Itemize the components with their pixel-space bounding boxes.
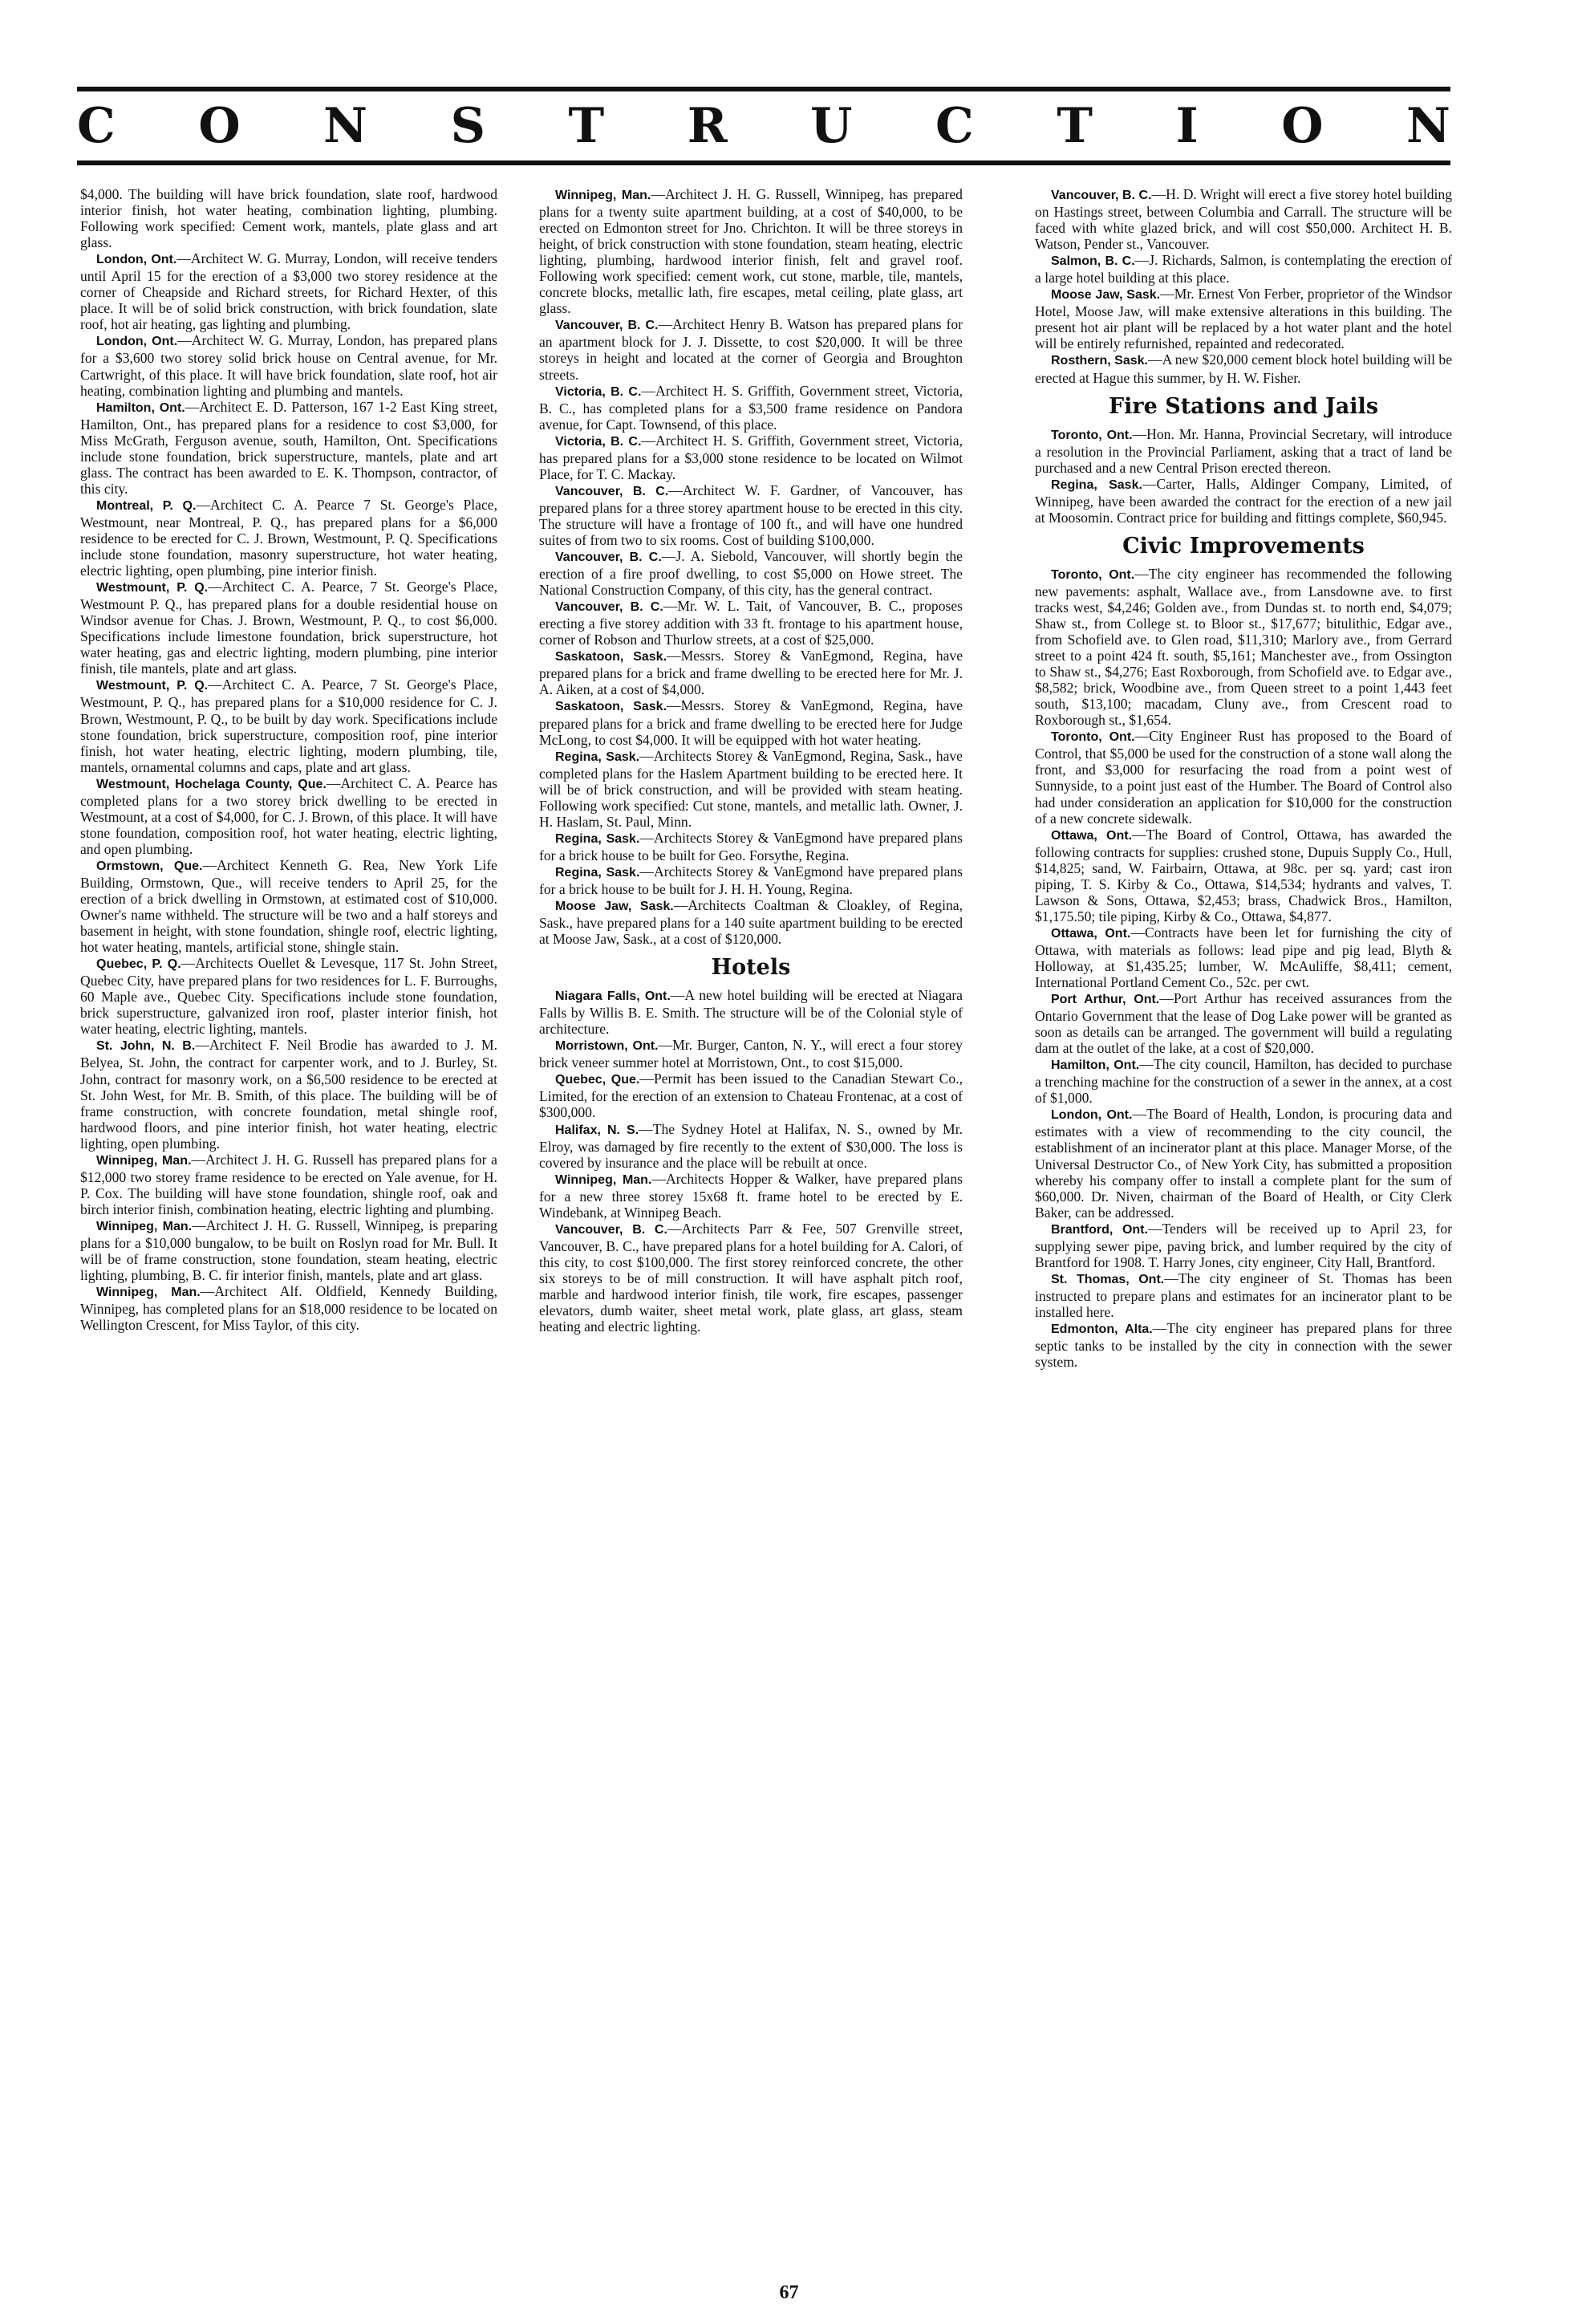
section-heading: Hotels [711, 955, 791, 981]
item-text: —Architect J. H. G. Russell, Winnipeg, has prepared plans for a twenty suite apartment building, at a cost of $40,000, to be erected on Edmonton street for Jno. Chrichton. It will be three storeys in height, of brick construction with stone foundation, steam heating, electric lighting, plumbing, hardwood interior finish, felt and gravel roof. Following work specified: cement work, cut stone, marble, tile, mantels, concrete blocks, metallic lath, fire escapes, metal ceiling, plate glass, art glass. [539, 186, 963, 317]
item-dateline: Victoria, B. C. [555, 434, 642, 449]
item-text: —Messrs. Storey & VanEgmond, Regina, have prepared plans for a brick and frame dwelling to be erected here for Mr. J. A. Aiken, at a cost of $4,000. [539, 648, 963, 698]
item-text: —The city engineer has prepared plans for three septic tanks to be installed by the city in connection with the sewer system. [1035, 1320, 1453, 1371]
item-dateline: Vancouver, B. C. [555, 484, 669, 498]
item-text: —Architects Ouellet & Levesque, 117 St. John Street, Quebec City, have prepared plans for two residences for L. F. Burroughs, 60 Maple ave., Quebec City. Specifications include stone foundation, brick superstructure, galvanized iron roof, plaster interior finish, hot water heating, electric lighting, mantels. [80, 955, 497, 1038]
news-item [80, 775, 497, 857]
item-text: —Architect E. D. Patterson, 167 1-2 East King street, Hamilton, Ont., has prepared plans for a residence to cost $3,000, for Miss McGrath, Ferguson avenue, south, Hamilton, Ont. Specifications include stone foundation, brick superstructure, mantels, plate and art glass. The contract has been awarded to E. K. Thompson, contractor, of this city. [80, 398, 497, 497]
item-dateline: Vancouver, B. C. [555, 600, 663, 615]
news-item [80, 1152, 497, 1217]
item-text: —Architect H. S. Griffith, Government street, Victoria, has prepared plans for a $3,000 stone residence to be located on Wilmot Place, for T. C. Mackay. [539, 432, 963, 482]
news-item [1035, 1270, 1452, 1320]
masthead-letter: S [450, 98, 485, 154]
masthead-letter: O [198, 98, 241, 154]
news-item [1035, 286, 1452, 351]
news-item [539, 748, 963, 830]
news-item [80, 497, 497, 579]
item-dateline: Saskatoon, Sask. [555, 650, 667, 664]
news-item [80, 1217, 497, 1283]
item-dateline: Regina, Sask. [555, 831, 640, 846]
item-text: —Architects Storey & VanEgmond have prepared plans for a brick house to be built for J. H. H. Young, Regina. [539, 863, 963, 897]
section-heading: Civic Improvements [1122, 533, 1365, 559]
news-item [1035, 990, 1452, 1056]
item-dateline: Westmount, P. Q. [96, 581, 209, 595]
news-item [80, 1283, 497, 1333]
item-dateline: Winnipeg, Man. [96, 1153, 192, 1168]
item-dateline: Toronto, Ont. [1051, 428, 1133, 442]
news-item [80, 676, 497, 774]
item-text: —Port Arthur has received assurances from the Ontario Government that the lease of Dog Lake power will be granted as soon as details can be arranged. The government will build a regulating dam at the outlet of the lake, at a cost of $20,000. [1035, 990, 1452, 1057]
news-item [80, 955, 497, 1037]
item-dateline: Winnipeg, Man. [96, 1219, 193, 1233]
news-item [539, 897, 963, 947]
item-text: —Architects Hopper & Walker, have prepared plans for a new three storey 15x68 ft. frame hotel to be erected by E. Windebank, at Winnipeg Beach. [539, 1170, 963, 1221]
news-item [1035, 426, 1452, 476]
item-text: —A new $20,000 cement block hotel building will be erected at Hague this summer, by H. W. Fisher. [1035, 351, 1452, 386]
item-dateline: Westmount, Hochelaga County, Que. [96, 777, 327, 791]
news-item [539, 863, 963, 897]
item-text: —The Board of Control, Ottawa, has awarded the following contracts for supplies: crushed stone, Dupuis Supply Co., Hull, $14,825; sand, W. Fairbairn, Ottawa, at 98c. per sq. yard; cast iron piping, T. S. Kirby & Co., Ottawa, $14,534; hydrants and valves, T. Lawson & Sons, Ottawa, $2,453; brass, Chadwick Bros., Hamilton, $1,175.50; tile piping, Kirby & Co., Ottawa, $4,877. [1035, 826, 1452, 924]
news-item [539, 1121, 963, 1171]
news-item [539, 1037, 963, 1071]
item-text: —Permit has been issued to the Canadian Stewart Co., Limited, for the erection of an extension to Chateau Frontenac, at a cost of $300,000. [539, 1071, 963, 1121]
item-text: —The Sydney Hotel at Halifax, N. S., owned by Mr. Elroy, was damaged by fire recently to the extent of $30,000. The loss is covered by insurance and the place will be rebuilt at once. [539, 1120, 963, 1171]
news-item [1035, 1056, 1452, 1106]
item-dateline: Montreal, P. Q. [96, 498, 197, 513]
item-dateline: Ottawa, Ont. [1051, 926, 1131, 941]
masthead-letter: C [77, 98, 116, 154]
page-number: 67 [779, 2282, 799, 2303]
news-item [1035, 924, 1452, 990]
news-item [1035, 566, 1452, 728]
news-item [1035, 252, 1452, 286]
item-text: —Mr. W. L. Tait, of Vancouver, B. C., proposes erecting a five storey addition with 33 ft. frontage to his apartment house, corner of Robson and Thurlow streets, at a cost of $25,000. [539, 598, 963, 648]
item-text: —Architects Coaltman & Cloakley, of Regina, Sask., have prepared plans for a 140 suite apartment building to be erected at Moose Jaw, Sask., at a cost of $120,000. [539, 897, 963, 948]
item-dateline: Moose Jaw, Sask. [555, 900, 674, 914]
item-dateline: Moose Jaw, Sask. [1051, 288, 1161, 303]
item-dateline: Hamilton, Ont. [1051, 1058, 1140, 1073]
item-text: —Messrs. Storey & VanEgmond, Regina, have prepared plans for a brick and frame dwelling to be erected here for Judge McLong, to cost $4,000. It will be equipped with hot water heating. [539, 697, 963, 748]
item-dateline: London, Ont. [96, 335, 178, 349]
item-text: —Architect C. A. Pearce, 7 St. George's Place, Westmount, P. Q., has prepared plans for a $10,000 residence for C. J. Brown, Westmount, P. Q., to be built by day work. Specifications include stone foundation, brick superstructure, composition roof, pine interior finish, hot water heating, electric lighting, modern plumbing, tile, mantels, ornamental columns and caps, plate and art glass. [80, 676, 497, 775]
news-item [80, 857, 497, 955]
news-item [539, 697, 963, 747]
item-text: —Contracts have been let for furnishing the city of Ottawa, with materials as follows: lead pipe and pig lead, Blyth & Holloway, at $1,435.25; lumber, W. McAuliffe, $8,411; cement, International Portland Cement Co., 52c. per cwt. [1035, 924, 1452, 991]
item-dateline: Salmon, B. C. [1051, 254, 1135, 269]
news-item [539, 1071, 963, 1120]
item-text: —Mr. Ernest Von Ferber, proprietor of the Windsor Hotel, Moose Jaw, will make extensive alterations in this building. The present hot air plant will be replaced by a hot water plant and the hotel will be entirely refurnished, repainted and redecorated. [1035, 286, 1452, 352]
item-text: —City Engineer Rust has proposed to the Board of Control, that $5,000 be used for the construction of a stone wall along the front, and $3,000 for resurfacing the road from a point west of Sunnyside, to a point just east of the Humber. The Board of Control also had under consideration an application for $10,000 for the construction of a new concrete sidewalk. [1035, 728, 1452, 827]
item-dateline: London, Ont. [96, 253, 177, 267]
item-text: —Architect W. G. Murray, London, has prepared plans for a $3,600 two storey solid brick house on Central avenue, for Mr. Cartwright, of this place. It will have brick foundation, slate roof, hot air heating, combination lighting and plumbing and mantels. [80, 332, 497, 399]
item-text: —Architect W. F. Gardner, of Vancouver, has prepared plans for a three storey apartment house to be erected in this city. The structure will have a frontage of 100 ft., and will have one hundred suites of from two to six rooms. Cost of building $100,000. [539, 481, 963, 548]
item-dateline: Vancouver, B. C. [555, 551, 662, 565]
masthead-letter: N [323, 98, 367, 154]
item-dateline: Toronto, Ont. [1051, 730, 1135, 745]
item-text: —Architects Storey & VanEgmond, Regina, Sask., have completed plans for the Haslem Apartment building to be erected here. It will be of brick construction, and will be provided with steam heating. Following work specified: Cut stone, mantels, and metallic lath. Owner, J. H. Haslam, St. Paul, Minn. [539, 747, 963, 830]
news-item [539, 1221, 963, 1335]
item-dateline: Regina, Sask. [1051, 477, 1142, 492]
item-text: —Mr. Burger, Canton, N. Y., will erect a four storey brick veneer summer hotel at Morristown, Ont., to cost $15,000. [539, 1037, 963, 1071]
news-item [539, 830, 963, 863]
item-text: $4,000. The building will have brick foundation, slate roof, hardwood interior finish, hot water heating, combination lighting, plumbing. Following work specified: Cement work, mantels, plate glass and art glass. [80, 186, 497, 251]
section-heading: Fire Stations and Jails [1108, 393, 1379, 419]
column-3 [1035, 186, 1452, 1370]
item-text: —Architect C. A. Pearce, 7 St. George's Place, Westmount P. Q., has prepared plans for a double residential house on Windsor avenue for Chas. J. Brown, Westmount, P. Q., to cost $6,000. Specifications include limestone foundation, brick superstructure, hot water heating, gas and electric lighting, modern plumbing, pine interior finish, tile mantels, plate and art glass. [80, 579, 497, 677]
item-text: —Architect Alf. Oldfield, Kennedy Building, Winnipeg, has completed plans for an $18,000 residence to be located on Wellington Crescent, for Miss Taylor, of this city. [80, 1283, 497, 1334]
item-dateline: Quebec, P. Q. [96, 957, 181, 972]
item-text: —Architect C. A. Pearce has completed plans for a two storey brick dwelling to be erected in Westmount, at a cost of $4,000, for C. J. Brown, of this place. It will have stone foundation, composition roof, hot water heating, electric lighting, and open plumbing. [80, 774, 497, 857]
news-item [1035, 1221, 1452, 1270]
item-dateline: Edmonton, Alta. [1051, 1322, 1153, 1336]
item-dateline: Vancouver, B. C. [555, 319, 659, 333]
item-dateline: Vancouver, B. C. [1051, 189, 1152, 202]
item-dateline: St. Thomas, Ont. [1051, 1272, 1165, 1286]
item-text: —A new hotel building will be erected at Niagara Falls by Willis B. E. Smith. The structure will be of the Colonial style of architecture. [539, 987, 963, 1038]
news-item [1035, 1320, 1452, 1370]
masthead-letter: U [810, 98, 853, 154]
masthead-letter: O [1281, 98, 1324, 154]
item-text: —Architect J. H. G. Russell has prepared plans for a $12,000 two storey frame residence to be erected on Yale avenue, for H. P. Cox. The building will have stone foundation, shingle roof, oak and birch interior finish, combination heating, electric lighting and plumbing. [80, 1151, 497, 1217]
column-2 [539, 186, 963, 1335]
masthead-bottom-rule [77, 160, 1450, 165]
news-item [80, 579, 497, 676]
item-text: —J. Richards, Salmon, is contemplating the erection of a large hotel building at this place. [1035, 252, 1452, 286]
item-text: —Architect C. A. Pearce 7 St. George's Place, Westmount, near Montreal, P. Q., has prepared plans for a $6,000 residence to be erected for C. J. Brown, Westmount, P. Q. Specifications include stone foundation, masonry superstructure, hot water heating, electric lighting, open plumbing, pine interior finish. [80, 496, 498, 579]
item-text: —Architect F. Neil Brodie has awarded to J. M. Belyea, St. John, the contract for carpenter work, and to J. Burley, St. John, contract for masonry work, on a $6,500 residence to be erected at St. John West, for Mr. B. Smith, of this place. The building will be of frame construction, with concrete foundation, metal shingle roof, hardwood floors, and pine interior finish, hot water heating, electric lighting, open plumbing. [80, 1037, 497, 1152]
item-dateline: Niagara Falls, Ont. [555, 989, 671, 1004]
news-item [1035, 827, 1452, 924]
item-text: —Architects Storey & VanEgmond have prepared plans for a brick house to be built for Geo. Forsythe, Regina. [539, 829, 963, 863]
news-item [80, 1037, 497, 1151]
masthead-title [77, 98, 1450, 154]
item-dateline: Winnipeg, Man. [555, 1172, 652, 1187]
news-item [539, 383, 963, 433]
item-text: —The city engineer has recommended the following new pavements: asphalt, Wallace ave., from Lansdowne ave. to first tracks west, $4,246; Golden ave., from Dundas st. to north end, $4,079; Shaw st., from College st. to Bloor st., $17,677; bitulithic, Edgar ave., from Schofield ave. to Glen road, $11,310; Marlory ave., from Gerrard street to a point 424 ft. south, $5,161; Manchester ave., from Ossington to Shaw st., $4,276; East Roxborough, from Schofield ave. to Edgar ave., $8,582; brick, Woodbine ave., from Queen street to a point 1,443 feet south, $13,100; macadam, Cluny ave., from Crescent road to Roxborough st., $1,654. [1035, 565, 1452, 729]
item-text: —The Board of Health, London, is procuring data and estimates with a view of recommending to the city council, the establishment of an incinerator plant at this place. Manager Morse, of the Universal Destructor Co., of New York City, has submitted a proposition whereby his company offer to install a complete plant for the sum of $60,000. Dr. Niven, chairman of the Board of Health, or City Clerk Baker, can be addressed. [1035, 1106, 1452, 1221]
item-dateline: Winnipeg, Man. [96, 1286, 201, 1300]
item-text: —Architects Parr & Fee, 507 Grenville street, Vancouver, B. C., have prepared plans for a hotel building for A. Calori, of this city, to cost $100,000. The first storey reinforced concrete, the other six storeys to be of mill construction. It will have asphalt pitch roof, marble and hardwood interior finish, tile work, fire escapes, passenger elevators, dumb waiter, sheet metal work, plate glass, art glass, steam heating and electric lighting. [539, 1220, 963, 1335]
news-item [80, 186, 497, 250]
item-text: —Carter, Halls, Aldinger Company, Limited, of Winnipeg, have been awarded the contract for the erection of a new jail at Moosomin. Contract price for building and fittings complete, $60,945. [1035, 475, 1453, 526]
item-dateline: Westmount, P. Q. [96, 679, 209, 693]
news-item [1035, 186, 1452, 252]
news-item [80, 250, 497, 332]
item-text: —H. D. Wright will erect a five storey hotel building on Hastings street, between Columbia and Carrall. The structure will be faced with white glazed brick, and will cost $50,000. Architect H. B. Watson, Pender st., Vancouver. [1035, 186, 1452, 253]
item-text: —J. A. Siebold, Vancouver, will shortly begin the erection of a fire proof dwelling, to cost $5,000 on Howe street. The National Construction Company, of this city, has the general contract. [539, 548, 963, 599]
item-dateline: Morristown, Ont. [555, 1039, 659, 1054]
item-text: —The city council, Hamilton, has decided to purchase a trenching machine for the construction of a sewer in the annex, at a cost of $1,000. [1035, 1056, 1453, 1107]
news-item [80, 399, 497, 497]
news-item [539, 1171, 963, 1221]
item-text: —Architect J. H. G. Russell, Winnipeg, is preparing plans for a $10,000 bungalow, to be built on Roslyn road for Mr. Bull. It will be of frame construction, stone foundation, steam heating, electric lighting, plumbing, B. C. fir interior finish, mantels, plate and art glass. [80, 1217, 497, 1284]
item-dateline: Regina, Sask. [555, 750, 640, 764]
masthead-letter: I [1175, 98, 1199, 154]
news-item [539, 186, 963, 316]
item-dateline: Regina, Sask. [555, 865, 640, 880]
item-dateline: London, Ont. [1051, 1108, 1133, 1123]
item-text: —Architect Henry B. Watson has prepared plans for an apartment block for J. J. Dissette, to cost $20,000. It will be three storeys in height and located at the corner of Georgia and Broughton streets. [539, 316, 963, 383]
item-text: —The city engineer of St. Thomas has been instructed to prepare plans and estimates for an incinerator plant to be installed here. [1035, 1270, 1452, 1320]
item-text: —Architect W. G. Murray, London, will receive tenders until April 15 for the erection of a $3,000 two storey residence at the corner of Cheapside and Richard streets, for Richard Hexter, of this place. It will be of solid brick construction, with brick foundation, slate roof, hot air heating, gas lighting and plumbing. [80, 250, 497, 333]
news-item [539, 482, 963, 548]
news-item [539, 433, 963, 482]
news-item [539, 987, 963, 1037]
item-dateline: Quebec, Que. [555, 1073, 640, 1087]
masthead-top-rule [77, 87, 1450, 91]
item-dateline: Rosthern, Sask. [1051, 354, 1148, 368]
news-item [1035, 1106, 1452, 1220]
item-dateline: Saskatoon, Sask. [555, 700, 667, 714]
item-dateline: Halifax, N. S. [555, 1123, 639, 1137]
item-dateline: Hamilton, Ont. [96, 400, 185, 415]
masthead-letter: R [687, 98, 728, 154]
item-dateline: Brantford, Ont. [1051, 1222, 1148, 1237]
news-item [539, 598, 963, 648]
item-text: —Architect H. S. Griffith, Government street, Victoria, B. C., has completed plans for a $3,500 frame residence on Pandora avenue, for Capt. Townsend, of this place. [539, 382, 963, 433]
item-dateline: Toronto, Ont. [1051, 567, 1135, 582]
item-dateline: Vancouver, B. C. [555, 1222, 667, 1237]
item-dateline: Winnipeg, Man. [555, 189, 651, 202]
masthead-letter: N [1406, 98, 1450, 154]
column-1 [80, 186, 497, 1333]
news-item [1035, 728, 1452, 826]
news-item [539, 648, 963, 697]
item-dateline: Port Arthur, Ont. [1051, 993, 1160, 1007]
item-dateline: Ottawa, Ont. [1051, 828, 1133, 843]
masthead-letter: T [568, 98, 605, 154]
item-text: —Hon. Mr. Hanna, Provincial Secretary, will introduce a resolution in the Provincial Parliament, asking that a tract of land be purchased and a new Central Prison erected thereon. [1035, 425, 1453, 476]
news-item [1035, 351, 1452, 385]
item-dateline: Victoria, B. C. [555, 384, 642, 399]
news-item [539, 316, 963, 382]
item-text: —Architect Kenneth G. Rea, New York Life Building, Ormstown, Que., will receive tenders to April 25, for the erection of a brick dwelling in Ormstown, at estimated cost of $10,000. Owner's name withheld. The structure will be two and a half storeys and basement in height, with stone foundation, shingle roof, electric lighting, hot water heating, mantels, artificial stone, shingle stain. [80, 856, 497, 956]
masthead-letter: C [935, 98, 974, 154]
item-dateline: Ormstown, Que. [96, 859, 203, 873]
item-dateline: St. John, N. B. [96, 1039, 196, 1054]
news-item [539, 548, 963, 598]
news-item [1035, 476, 1452, 526]
item-text: —Tenders will be received up to April 23, for supplying sewer pipe, paving brick, and lumber required by the city of Brantford for 1908. T. Harry Jones, city engineer, City Hall, Brantford. [1035, 1220, 1452, 1270]
masthead-letter: T [1057, 98, 1093, 154]
news-item [80, 332, 497, 398]
